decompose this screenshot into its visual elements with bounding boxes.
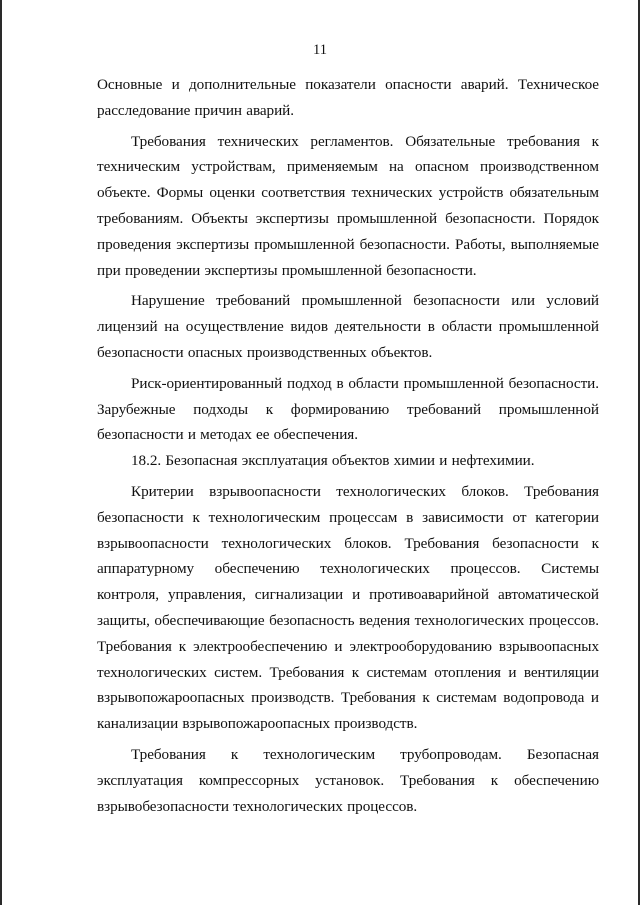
document-body: [97, 72, 599, 819]
paragraph-technical-regulations: Требования технических регламентов. Обязательные требования к техническим устройствам, применяемым на опасном производственном объекте. Формы оценки соответствия технических устройств обязательным требованиям. Объекты экспертизы промышленной безопасности. Порядок проведения экспертизы промышленной безопасности. Работы, выполняемые при проведении экспертизы промышленной безопасности.: [97, 132, 599, 279]
section-heading-18-2: 18.2. Безопасная эксплуатация объектов химии и нефтехимии.: [131, 452, 535, 470]
paragraph-accident-indicators: Основные и дополнительные показатели опасности аварий. Техническое расследование причин аварий.: [97, 76, 599, 119]
paragraph-pipelines: Требования к технологическим трубопроводам. Безопасная эксплуатация компрессорных установок. Требования к обеспечению взрывобезопасности технологических процессов.: [97, 745, 599, 815]
page-number: 11: [313, 42, 327, 58]
paragraph-explosion-criteria: Критерии взрывоопасности технологических блоков. Требования безопасности к технологическим процессам в зависимости от категории взрывоопасности технологических блоков. Требования безопасности к аппаратурному обеспечению технологических процессов. Системы контроля, управления, сигнализации и противоаварийной автоматической защиты, обеспечивающие безопасность ведения технологических процессов. Требования к электрообеспечению и электрооборудованию взрывоопасных технологических систем. Требования к системам отопления и вентиляции взрывопожароопасных производств. Требования к системам водопровода и канализации взрывопожароопасных производств.: [97, 482, 599, 733]
paragraph-risk-oriented-approach: Риск-ориентированный подход в области промышленной безопасности. Зарубежные подходы к формированию требований промышленной безопасности и методах ее обеспечения.: [97, 374, 599, 444]
paragraph-license-violations: Нарушение требований промышленной безопасности или условий лицензий на осуществление видов деятельности в области промышленной безопасности опасных производственных объектов.: [97, 292, 599, 361]
scan-edge-left: [0, 0, 2, 905]
